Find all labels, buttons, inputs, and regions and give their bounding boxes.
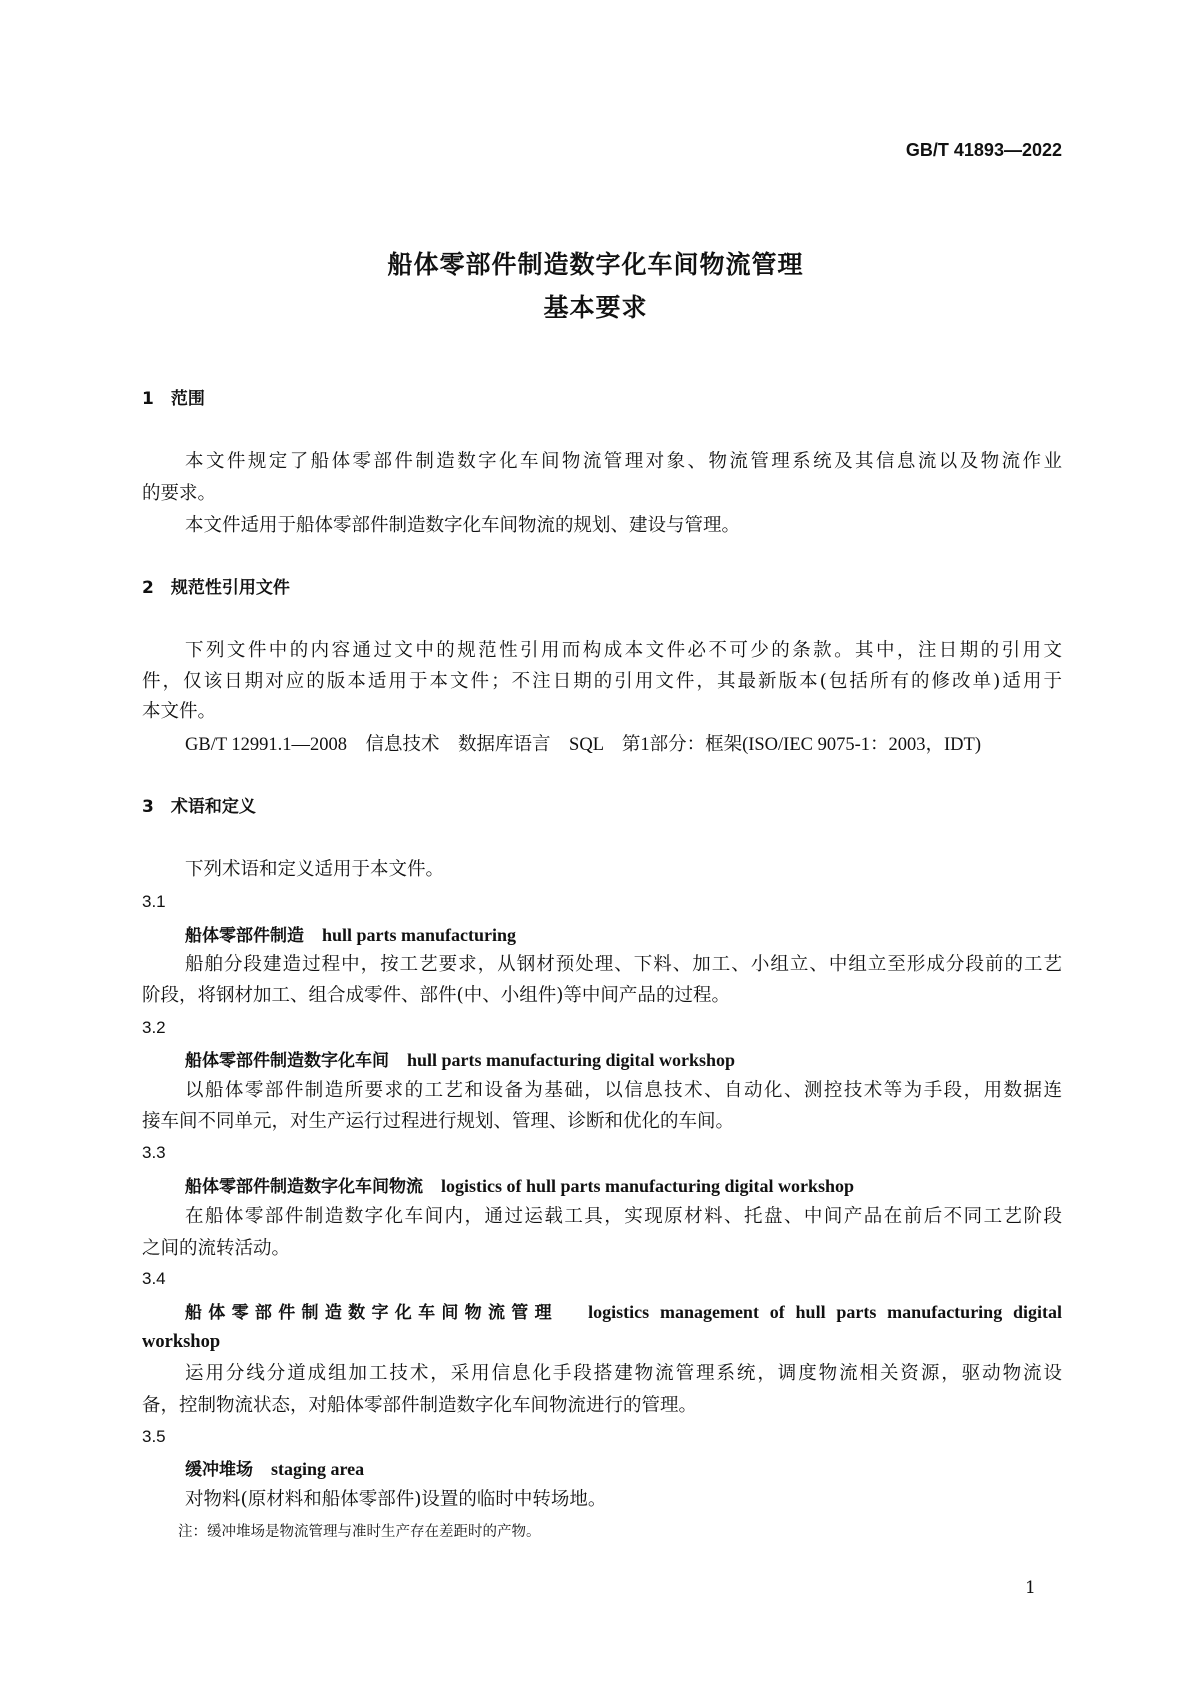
term-number: 3.1 [142,892,166,911]
term-en: hull parts manufacturing digital workshop [407,1050,736,1070]
section-2-heading: 2 规范性引用文件 [142,578,290,598]
paragraph-line: 本文件规定了船体零部件制造数字化车间物流管理对象、物流管理系统及其信息流以及物流作业 [185,451,1062,472]
term-zh: 船体零部件制造数字化车间 [185,1051,389,1071]
term-title [185,923,516,948]
paragraph-line: 的要求。 [142,483,217,504]
term-en: staging area [271,1459,365,1479]
definition-line: 备，控制物流状态，对船体零部件制造数字化车间物流进行的管理。 [142,1395,698,1416]
term-number: 3.5 [142,1427,166,1446]
term-number: 3.2 [142,1018,166,1037]
definition-line: 以船体零部件制造所要求的工艺和设备为基础，以信息技术、自动化、测控技术等为手段，用数据连 [185,1080,1062,1101]
paragraph-line: 下列文件中的内容通过文中的规范性引用而构成本文件必不可少的条款。其中，注日期的引用文 [185,640,1062,661]
note: 注：缓冲堆场是物流管理与准时生产存在差距时的产物。 [178,1524,541,1540]
definition-line: 接车间不同单元，对生产运行过程进行规划、管理、诊断和优化的车间。 [142,1111,735,1132]
term-number: 3.4 [142,1269,166,1288]
term-title [185,1174,854,1199]
paragraph-line: 本文件。 [142,701,217,722]
paragraph-line: 下列术语和定义适用于本文件。 [185,859,445,880]
term-title [185,1457,364,1482]
paragraph-line: 本文件适用于船体零部件制造数字化车间物流的规划、建设与管理。 [185,515,741,536]
term-number: 3.3 [142,1143,166,1162]
term-en: logistics of hull parts manufacturing digital workshop [441,1176,855,1196]
definition-line: 船舶分段建造过程中，按工艺要求，从钢材预处理、下料、加工、小组立、中组立至形成分段前的工艺 [185,954,1062,975]
term-en-continued: workshop [142,1332,221,1352]
section-1-heading: 1 范围 [142,389,205,409]
definition-line: 在船体零部件制造数字化车间内，通过运载工具，实现原材料、托盘、中间产品在前后不同工艺阶段 [185,1206,1062,1227]
definition-line: 运用分线分道成组加工技术，采用信息化手段搭建物流管理系统，调度物流相关资源，驱动物流设 [185,1363,1062,1384]
term-en: hull parts manufacturing [322,925,517,945]
standard-number: GB/T 41893—2022 [905,140,1062,160]
page-number: 1 [1025,1578,1036,1598]
definition-line: 之间的流转活动。 [142,1238,291,1259]
section-3-heading: 3 术语和定义 [142,797,256,817]
definition-line: 阶段，将钢材加工、组合成零件、部件(中、小组件)等中间产品的过程。 [142,985,730,1006]
term-en: logistics management of hull parts manufacturing digital [588,1302,1063,1322]
paragraph-line: 件，仅该日期对应的版本适用于本文件；不注日期的引用文件，其最新版本(包括所有的修改单)适用于 [142,671,1062,692]
term-title [185,1048,735,1073]
document-subtitle: 基本要求 [543,293,648,322]
normative-reference: GB/T 12991.1—2008 信息技术 数据库语言 SQL 第1部分：框架(ISO/IEC 9075-1：2003，IDT) [185,735,981,755]
document-title: 船体零部件制造数字化车间物流管理 [387,250,804,279]
term-zh: 船体零部件制造 [185,926,304,946]
term-title [185,1300,1062,1325]
term-zh: 船体零部件制造数字化车间物流 [185,1177,423,1197]
term-zh: 船体零部件制造数字化车间物流管理 [185,1303,558,1323]
definition-line: 对物料(原材料和船体零部件)设置的临时中转场地。 [185,1489,607,1510]
term-zh: 缓冲堆场 [185,1460,253,1480]
